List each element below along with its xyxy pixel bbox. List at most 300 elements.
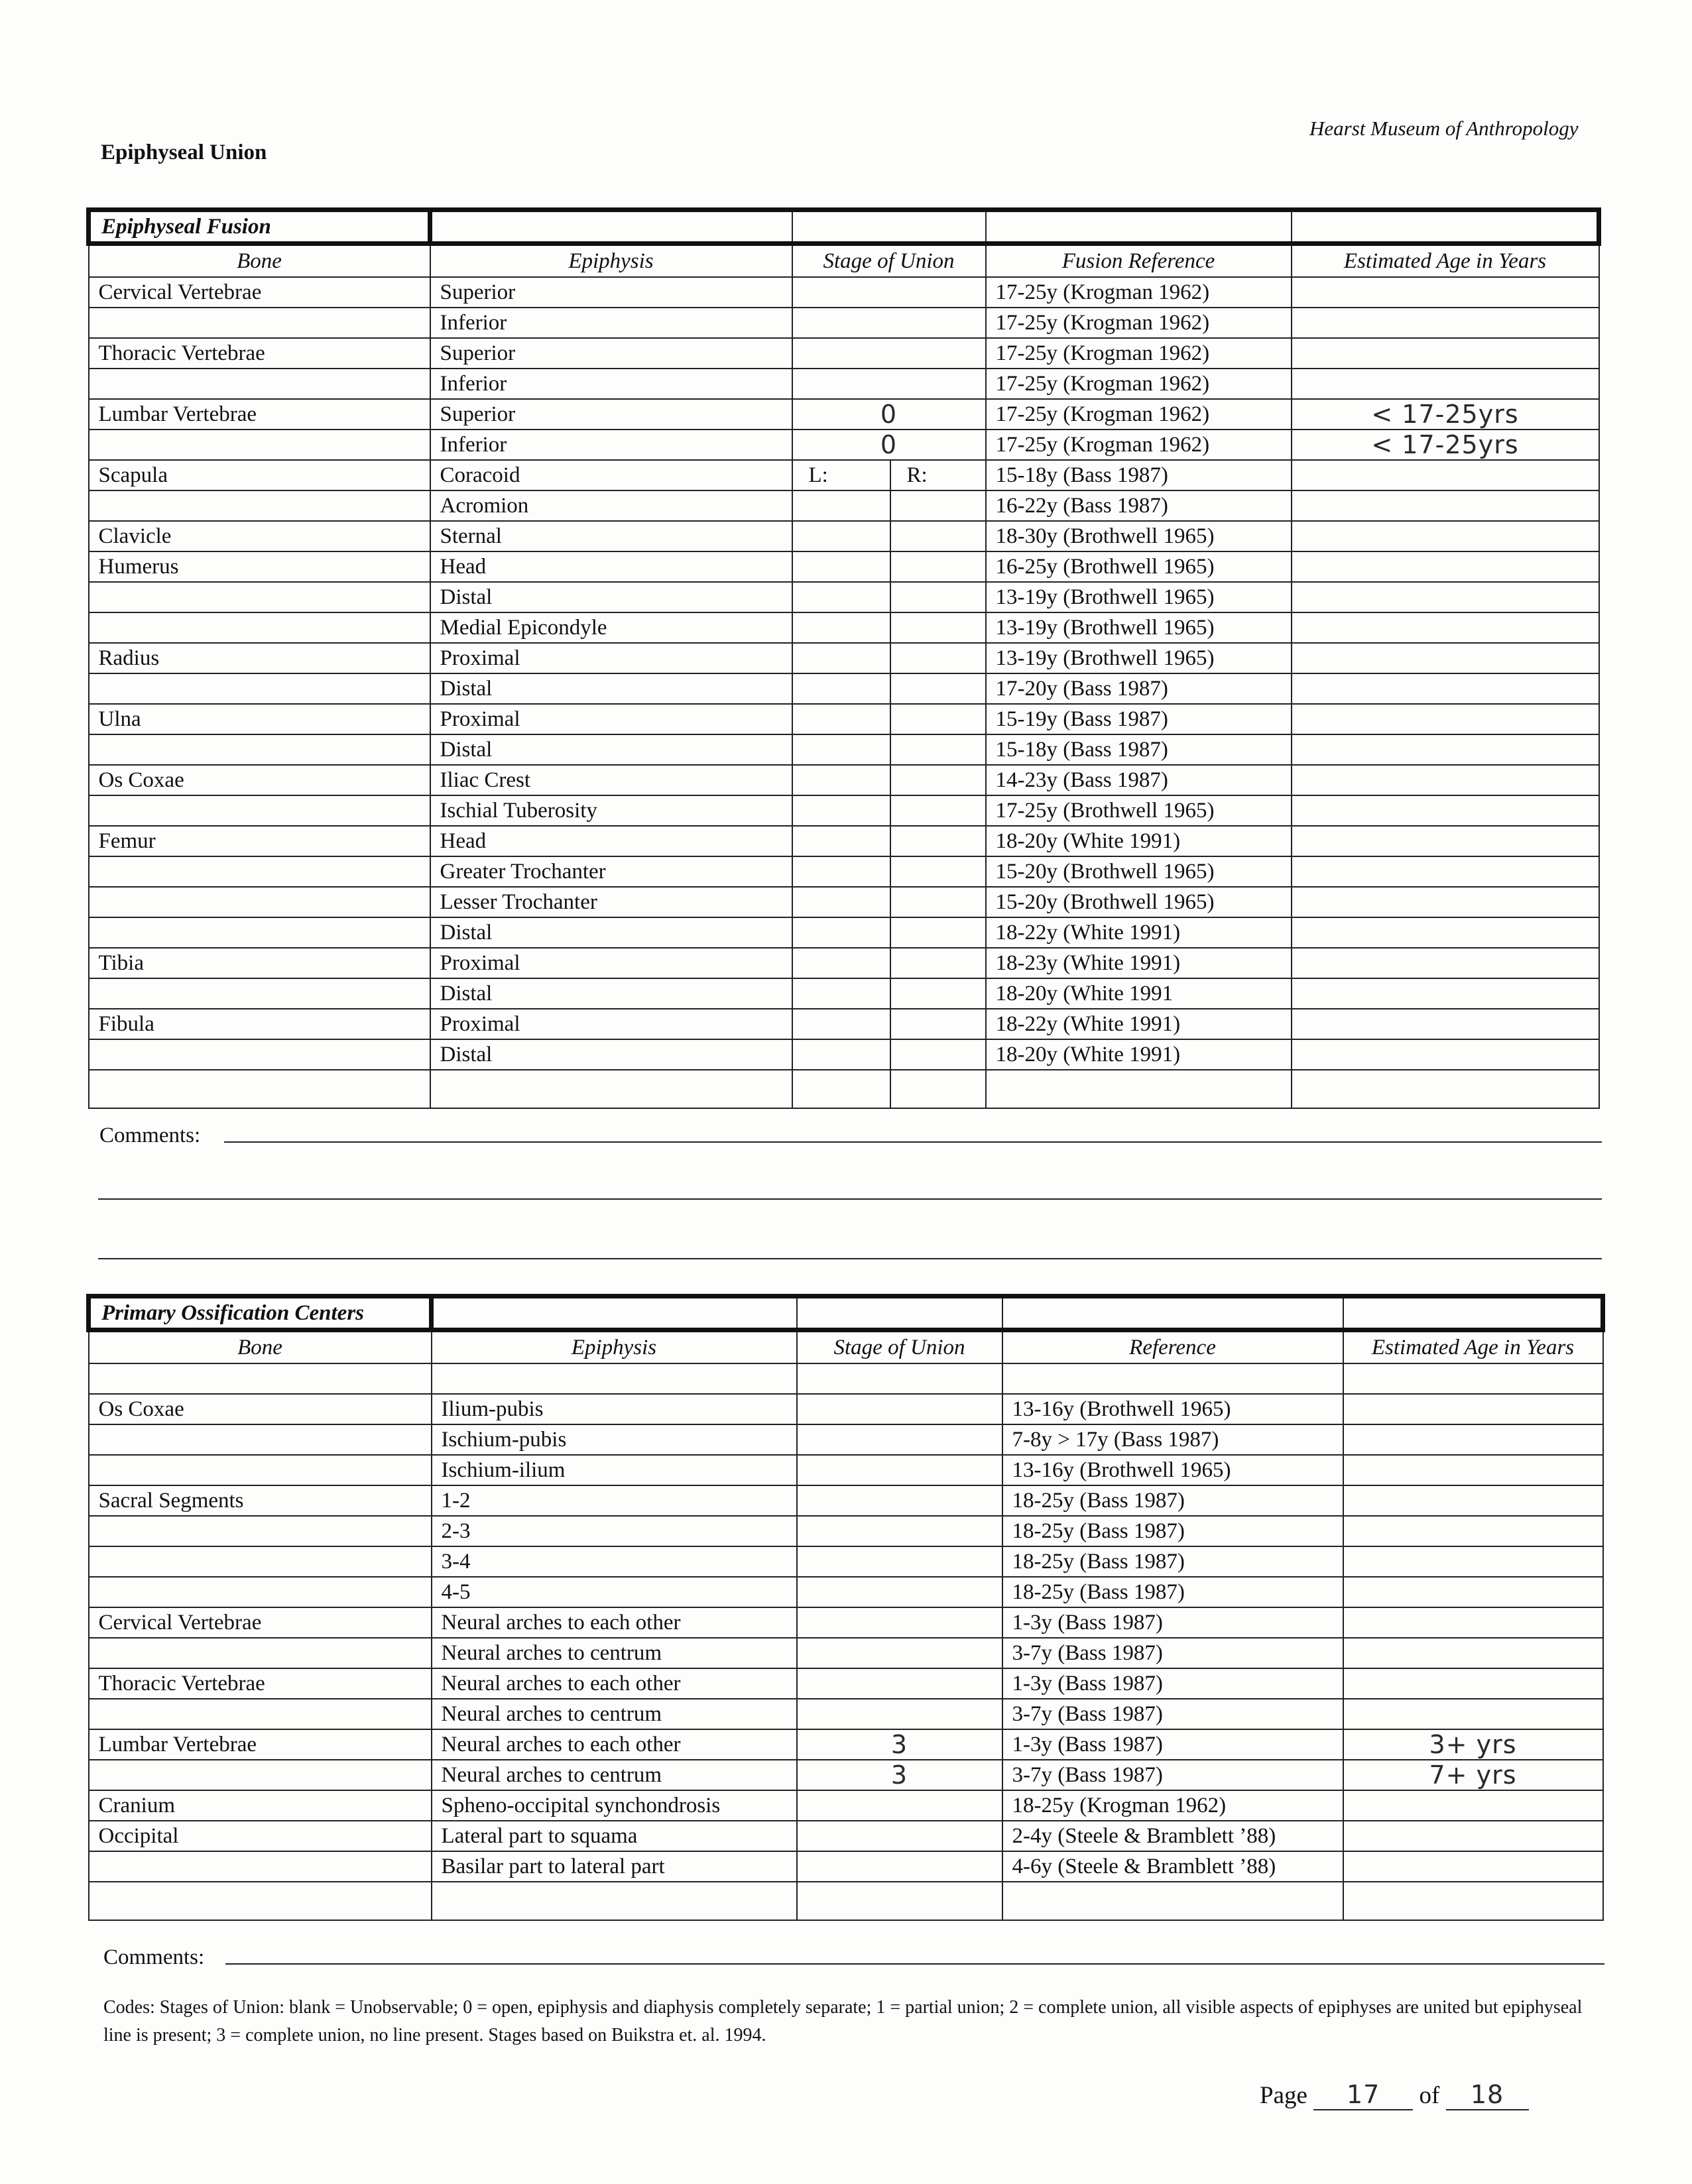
stage-left-cell[interactable]: L: [792,460,890,490]
fusion-reference-cell: 13-19y (Brothwell 1965) [986,612,1292,643]
epiphysis-cell: Ischial Tuberosity [430,795,792,826]
bone-cell [89,430,430,460]
stage-of-union-cell[interactable] [797,1668,1002,1699]
bone-cell: Thoracic Vertebrae [89,1668,432,1699]
ossification-centers-table [86,1294,1605,1921]
reference-cell: 18-25y (Bass 1987) [1002,1577,1343,1607]
fusion-reference-cell: 18-20y (White 1991) [986,1039,1292,1070]
bone-cell: Cranium [89,1790,432,1821]
stage-right-cell[interactable] [890,551,986,582]
table-row [89,1424,1603,1455]
fusion-reference-cell: 18-20y (White 1991 [986,978,1292,1009]
epiphyseal-fusion-table [86,207,1601,1109]
bone-cell: Ulna [89,704,430,734]
epiphysis-cell: Sternal [430,521,792,551]
column-header-reference: Reference [1002,1330,1343,1364]
estimated-age-cell[interactable] [1292,826,1599,856]
estimated-age-cell[interactable]: 3+ yrs [1343,1729,1603,1760]
estimated-age-cell[interactable] [1292,795,1599,826]
fusion-reference-cell[interactable] [986,1070,1292,1108]
institution-name: Hearst Museum of Anthropology [1309,117,1579,140]
bone-cell [89,1516,432,1546]
estimated-age-cell[interactable] [1343,1485,1603,1516]
fusion-comments-line-2[interactable] [98,1198,1602,1200]
bone-cell [89,1455,432,1485]
stage-of-union-cell[interactable] [797,1638,1002,1668]
stage-of-union-cell[interactable] [797,1394,1002,1424]
estimated-age-cell[interactable] [1343,1790,1603,1821]
estimated-age-cell[interactable] [1343,1516,1603,1546]
fusion-reference-cell: 18-22y (White 1991) [986,917,1292,948]
bone-cell [89,369,430,399]
epiphysis-cell: Head [430,826,792,856]
stage-of-union-cell[interactable] [797,1821,1002,1851]
fusion-reference-cell: 17-25y (Krogman 1962) [986,399,1292,430]
reference-cell: 3-7y (Bass 1987) [1002,1638,1343,1668]
table-row [89,1821,1603,1851]
fusion-table-title: Epiphyseal Fusion [89,210,430,244]
stage-left-cell[interactable] [792,978,890,1009]
stage-left-cell[interactable] [792,826,890,856]
stage-right-cell[interactable] [890,643,986,673]
bone-cell [89,308,430,338]
fusion-reference-cell: 18-22y (White 1991) [986,1009,1292,1039]
bone-cell [89,1638,432,1668]
estimated-age-cell[interactable] [1292,308,1599,338]
stage-left-cell[interactable] [792,795,890,826]
table-row [89,1790,1603,1821]
estimated-age-cell[interactable] [1292,551,1599,582]
bone-cell: Radius [89,643,430,673]
epiphysis-cell: Distal [430,1039,792,1070]
estimated-age-cell[interactable] [1292,277,1599,308]
column-header-age: Estimated Age in Years [1292,244,1599,278]
page-current[interactable]: 17 [1313,2080,1413,2110]
estimated-age-cell[interactable] [1292,521,1599,551]
epiphysis-cell: Medial Epicondyle [430,612,792,643]
estimated-age-cell[interactable] [1343,1882,1603,1920]
stage-of-union-cell[interactable] [797,1455,1002,1485]
epiphysis-cell: Inferior [430,308,792,338]
epiphysis-cell: Inferior [430,430,792,460]
fusion-reference-cell: 17-25y (Krogman 1962) [986,308,1292,338]
estimated-age-cell[interactable] [1343,1699,1603,1729]
stage-right-cell[interactable] [890,887,986,917]
stage-of-union-cell[interactable]: 0 [792,399,986,430]
epiphysis-cell: Proximal [430,643,792,673]
reference-cell: 18-25y (Bass 1987) [1002,1516,1343,1546]
bone-cell [89,734,430,765]
bone-cell [89,612,430,643]
estimated-age-cell[interactable] [1292,1039,1599,1070]
column-header-reference: Fusion Reference [986,244,1292,278]
epiphysis-cell: Lesser Trochanter [430,887,792,917]
stage-left-cell[interactable] [792,1009,890,1039]
table-row [89,1760,1603,1790]
table-row [89,308,1599,338]
bone-cell: Lumbar Vertebrae [89,399,430,430]
epiphysis-cell: Spheno-occipital synchondrosis [432,1790,797,1821]
epiphysis-cell: Ilium-pubis [432,1394,797,1424]
page-total[interactable]: 18 [1446,2080,1529,2110]
epiphysis-cell: Acromion [430,490,792,521]
stage-left-cell[interactable] [792,887,890,917]
stage-left-cell[interactable] [792,1039,890,1070]
epiphysis-cell: 2-3 [432,1516,797,1546]
fusion-reference-cell: 15-20y (Brothwell 1965) [986,856,1292,887]
epiphysis-cell: Distal [430,917,792,948]
reference-cell: 18-25y (Krogman 1962) [1002,1790,1343,1821]
reference-cell: 18-25y (Bass 1987) [1002,1485,1343,1516]
column-header-bone: Bone [89,244,430,278]
stage-of-union-cell[interactable] [797,1699,1002,1729]
epiphysis-cell: 3-4 [432,1546,797,1577]
stage-right-cell[interactable] [890,795,986,826]
page-number [1260,2080,1529,2110]
stage-of-union-cell[interactable] [792,308,986,338]
fusion-comments-field[interactable] [224,1141,1602,1143]
estimated-age-cell[interactable] [1343,1607,1603,1638]
estimated-age-cell[interactable] [1292,704,1599,734]
epiphysis-cell: Neural arches to each other [432,1668,797,1699]
table-row [89,978,1599,1009]
bone-cell[interactable] [89,1882,432,1920]
bone-cell: Lumbar Vertebrae [89,1729,432,1760]
stage-left-cell[interactable] [792,673,890,704]
epiphysis-cell: Neural arches to centrum [432,1638,797,1668]
estimated-age-cell[interactable] [1292,948,1599,978]
fusion-reference-cell: 16-25y (Brothwell 1965) [986,551,1292,582]
page-of-label: of [1419,2082,1440,2109]
bone-cell [89,887,430,917]
bone-cell [89,490,430,521]
stage-of-union-cell[interactable] [797,1516,1002,1546]
reference-cell: 13-16y (Brothwell 1965) [1002,1394,1343,1424]
table-row [89,673,1599,704]
bone-cell [89,673,430,704]
table-row [89,917,1599,948]
fusion-reference-cell: 18-20y (White 1991) [986,826,1292,856]
epiphysis-cell: Proximal [430,704,792,734]
stage-right-cell[interactable] [890,1070,986,1108]
estimated-age-cell[interactable] [1292,734,1599,765]
reference-cell: 2-4y (Steele & Bramblett ’88) [1002,1821,1343,1851]
fusion-comments-label: Comments: [99,1123,201,1147]
stage-of-union-cell[interactable] [797,1546,1002,1577]
bone-cell: Clavicle [89,521,430,551]
bone-cell [89,1424,432,1455]
bone-cell: Fibula [89,1009,430,1039]
stage-right-cell[interactable] [890,856,986,887]
estimated-age-cell[interactable] [1343,1821,1603,1851]
stage-of-union-cell[interactable] [797,1485,1002,1516]
stage-left-cell[interactable] [792,948,890,978]
bone-cell: Tibia [89,948,430,978]
table-row [89,856,1599,887]
estimated-age-cell[interactable] [1343,1638,1603,1668]
estimated-age-cell[interactable] [1292,765,1599,795]
column-header-age: Estimated Age in Years [1343,1330,1603,1364]
bone-cell: Scapula [89,460,430,490]
estimated-age-cell[interactable] [1292,612,1599,643]
fusion-reference-cell: 17-20y (Bass 1987) [986,673,1292,704]
ossification-comments-label: Comments: [103,1945,205,1969]
bone-cell: Occipital [89,1821,432,1851]
fusion-reference-cell: 17-25y (Krogman 1962) [986,369,1292,399]
table-row [89,1516,1603,1546]
stage-codes-legend: Codes: Stages of Union: blank = Unobservable; 0 = open, epiphysis and diaphysis completely separate; 1 = partial union; 2 = complete union, all visible aspects of epiphyses are united but epiphyseal line is present; 3 = complete union, no line present. Stages based on Buikstra et. al. 1994. [103,1997,1583,2045]
column-header-epiphysis: Epiphysis [432,1330,797,1364]
reference-cell: 1-3y (Bass 1987) [1002,1607,1343,1638]
table-row [89,430,1599,460]
epiphysis-cell: Neural arches to each other [432,1729,797,1760]
epiphysis-cell: 4-5 [432,1577,797,1607]
bone-cell: Humerus [89,551,430,582]
bone-cell: Femur [89,826,430,856]
fusion-reference-cell: 13-19y (Brothwell 1965) [986,582,1292,612]
table-row [89,643,1599,673]
table-row [89,765,1599,795]
epiphysis-cell: Superior [430,399,792,430]
stage-of-union-cell[interactable]: 3 [797,1760,1002,1790]
table-row [89,1485,1603,1516]
fusion-reference-cell: 18-23y (White 1991) [986,948,1292,978]
table-row [89,1729,1603,1760]
reference-cell: 1-3y (Bass 1987) [1002,1729,1343,1760]
stage-left-cell[interactable] [792,582,890,612]
bone-cell [89,978,430,1009]
bone-cell: Thoracic Vertebrae [89,338,430,369]
table-row [89,1394,1603,1424]
epiphysis-cell: Proximal [430,948,792,978]
table-row [89,1009,1599,1039]
table-row [89,460,1599,490]
reference-cell: 3-7y (Bass 1987) [1002,1760,1343,1790]
table-row [89,826,1599,856]
fusion-reference-cell: 15-19y (Bass 1987) [986,704,1292,734]
epiphysis-cell: Distal [430,673,792,704]
table-row [89,795,1599,826]
fusion-reference-cell: 17-25y (Krogman 1962) [986,277,1292,308]
stage-right-cell[interactable] [890,978,986,1009]
fusion-reference-cell: 17-25y (Krogman 1962) [986,338,1292,369]
epiphysis-cell: Lateral part to squama [432,1821,797,1851]
estimated-age-cell[interactable] [1343,1851,1603,1882]
reference-cell: 3-7y (Bass 1987) [1002,1699,1343,1729]
fusion-reference-cell: 18-30y (Brothwell 1965) [986,521,1292,551]
stage-right-cell[interactable] [890,490,986,521]
stage-of-union-cell[interactable] [792,369,986,399]
table-row [89,1070,1599,1108]
bone-cell [89,1546,432,1577]
estimated-age-cell[interactable] [1292,1070,1599,1108]
epiphysis-cell: Neural arches to each other [432,1607,797,1638]
fusion-reference-cell: 15-20y (Brothwell 1965) [986,887,1292,917]
table-row [89,612,1599,643]
bone-cell [89,1760,432,1790]
reference-cell: 13-16y (Brothwell 1965) [1002,1455,1343,1485]
table-row [89,1668,1603,1699]
estimated-age-cell[interactable] [1292,978,1599,1009]
estimated-age-cell[interactable] [1343,1394,1603,1424]
fusion-reference-cell: 17-25y (Krogman 1962) [986,430,1292,460]
column-header-bone: Bone [89,1330,432,1364]
stage-left-cell[interactable] [792,856,890,887]
table-row [89,887,1599,917]
bone-cell[interactable] [89,1070,430,1108]
bone-cell: Sacral Segments [89,1485,432,1516]
fusion-reference-cell: 17-25y (Brothwell 1965) [986,795,1292,826]
reference-cell: 1-3y (Bass 1987) [1002,1668,1343,1699]
epiphysis-cell: Coracoid [430,460,792,490]
stage-of-union-cell[interactable] [792,277,986,308]
stage-right-cell[interactable] [890,917,986,948]
table-row [89,734,1599,765]
epiphysis-cell: Neural arches to centrum [432,1699,797,1729]
table-row [89,1577,1603,1607]
epiphysis-cell: Ischium-ilium [432,1455,797,1485]
stage-right-cell[interactable] [890,673,986,704]
bone-cell: Os Coxae [89,1394,432,1424]
estimated-age-cell[interactable] [1292,887,1599,917]
epiphysis-cell: Distal [430,978,792,1009]
table-row [89,582,1599,612]
ossification-comments-field[interactable] [225,1963,1604,1965]
epiphysis-cell: 1-2 [432,1485,797,1516]
column-header-stage: Stage of Union [792,244,986,278]
table-row [89,399,1599,430]
bone-cell [89,1039,430,1070]
stage-left-cell[interactable] [792,521,890,551]
stage-left-cell[interactable] [792,1070,890,1108]
bone-cell [89,582,430,612]
bone-cell [89,856,430,887]
stage-right-cell[interactable] [890,612,986,643]
epiphysis-cell[interactable] [432,1882,797,1920]
stage-of-union-cell[interactable] [797,1851,1002,1882]
stage-right-cell[interactable] [890,521,986,551]
fusion-comments-line-3[interactable] [98,1258,1602,1259]
stage-right-cell[interactable] [890,826,986,856]
epiphysis-cell: Greater Trochanter [430,856,792,887]
estimated-age-cell[interactable] [1343,1455,1603,1485]
estimated-age-cell[interactable] [1343,1577,1603,1607]
epiphysis-cell: Inferior [430,369,792,399]
table-row [89,1699,1603,1729]
epiphysis-cell: Proximal [430,1009,792,1039]
fusion-reference-cell: 13-19y (Brothwell 1965) [986,643,1292,673]
reference-cell: 4-6y (Steele & Bramblett ’88) [1002,1851,1343,1882]
table-row [89,551,1599,582]
stage-left-cell[interactable] [792,551,890,582]
stage-right-cell[interactable] [890,948,986,978]
estimated-age-cell[interactable] [1292,338,1599,369]
stage-left-cell[interactable] [792,490,890,521]
stage-of-union-cell[interactable] [797,1577,1002,1607]
stage-of-union-cell[interactable] [797,1882,1002,1920]
epiphysis-cell: Superior [430,338,792,369]
bone-cell [89,1577,432,1607]
fusion-reference-cell: 15-18y (Bass 1987) [986,734,1292,765]
table-row [89,1882,1603,1920]
estimated-age-cell[interactable] [1292,1009,1599,1039]
bone-cell [89,917,430,948]
estimated-age-cell[interactable] [1343,1546,1603,1577]
table-row [89,948,1599,978]
estimated-age-cell[interactable] [1292,582,1599,612]
estimated-age-cell[interactable] [1292,643,1599,673]
stage-right-cell[interactable] [890,1009,986,1039]
bone-cell [89,795,430,826]
reference-cell: 7-8y > 17y (Bass 1987) [1002,1424,1343,1455]
epiphysis-cell: Distal [430,582,792,612]
ossification-table-title: Primary Ossification Centers [89,1296,432,1330]
estimated-age-cell[interactable] [1343,1424,1603,1455]
estimated-age-cell[interactable] [1343,1668,1603,1699]
estimated-age-cell[interactable] [1292,856,1599,887]
estimated-age-cell[interactable]: < 17-25yrs [1292,399,1599,430]
estimated-age-cell[interactable] [1292,673,1599,704]
stage-left-cell[interactable] [792,643,890,673]
bone-cell: Os Coxae [89,765,430,795]
fusion-reference-cell: 14-23y (Bass 1987) [986,765,1292,795]
stage-left-cell[interactable] [792,917,890,948]
estimated-age-cell[interactable]: < 17-25yrs [1292,430,1599,460]
column-header-epiphysis: Epiphysis [430,244,792,278]
table-row [89,1039,1599,1070]
stage-of-union-cell[interactable] [797,1424,1002,1455]
fusion-reference-cell: 16-22y (Bass 1987) [986,490,1292,521]
table-row [89,1455,1603,1485]
bone-cell: Cervical Vertebrae [89,277,430,308]
epiphysis-cell[interactable] [430,1070,792,1108]
stage-right-cell[interactable]: R: [890,460,986,490]
estimated-age-cell[interactable] [1292,460,1599,490]
bone-cell [89,1851,432,1882]
table-row [89,1851,1603,1882]
table-row [89,1638,1603,1668]
stage-left-cell[interactable] [792,612,890,643]
estimated-age-cell[interactable] [1292,369,1599,399]
stage-right-cell[interactable] [890,1039,986,1070]
table-row [89,521,1599,551]
stage-of-union-cell[interactable] [797,1607,1002,1638]
reference-cell[interactable] [1002,1882,1343,1920]
estimated-age-cell[interactable] [1292,490,1599,521]
stage-of-union-cell[interactable]: 0 [792,430,986,460]
epiphysis-cell: Ischium-pubis [432,1424,797,1455]
table-row [89,369,1599,399]
stage-of-union-cell[interactable]: 3 [797,1729,1002,1760]
stage-left-cell[interactable] [792,734,890,765]
stage-of-union-cell[interactable] [792,338,986,369]
table-row [89,277,1599,308]
stage-left-cell[interactable] [792,704,890,734]
epiphysis-cell: Distal [430,734,792,765]
column-header-stage: Stage of Union [797,1330,1002,1364]
page-label: Page [1260,2082,1307,2109]
stage-of-union-cell[interactable] [797,1790,1002,1821]
stage-right-cell[interactable] [890,734,986,765]
document-title: Epiphyseal Union [101,141,267,164]
stage-right-cell[interactable] [890,704,986,734]
stage-left-cell[interactable] [792,765,890,795]
stage-right-cell[interactable] [890,582,986,612]
stage-right-cell[interactable] [890,765,986,795]
bone-cell: Cervical Vertebrae [89,1607,432,1638]
estimated-age-cell[interactable] [1292,917,1599,948]
estimated-age-cell[interactable]: 7+ yrs [1343,1760,1603,1790]
